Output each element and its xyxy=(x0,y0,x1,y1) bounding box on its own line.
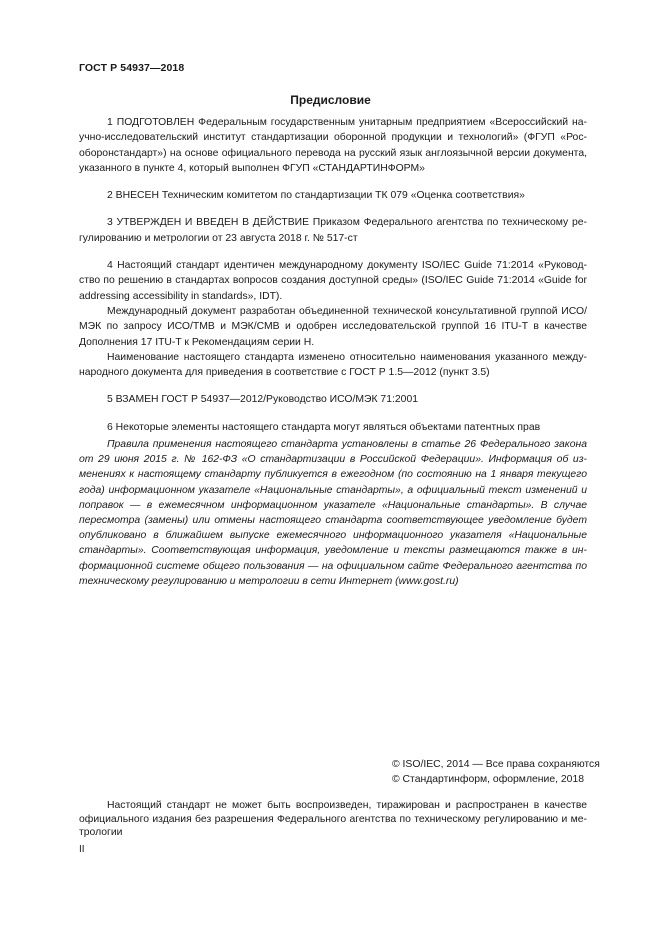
copyright-standartinform: © Стандартинформ, оформление, 2018 xyxy=(392,774,585,786)
preface-item-4-paragraph-3: Наименование настоящего стандарта изменено относительно наименования указанного международного документа для приведения в соответствие с ГОСТ Р 1.5—2012 (пункт 3.5) xyxy=(79,351,587,379)
reproduction-restriction: Настоящий стандарт не может быть воспроизведен, тиражирован и распространен в качестве официального издания без разрешения Федерального агентства по техническому регулированию и метрологии xyxy=(79,800,587,839)
page-number: II xyxy=(79,844,85,855)
page-title: Предисловие xyxy=(290,93,371,107)
document-code: ГОСТ Р 54937—2018 xyxy=(79,62,185,74)
copyright-iso: © ISO/IEC, 2014 — Все права сохраняются xyxy=(392,759,600,770)
preface-item-3: 3 УТВЕРЖДЕН И ВВЕДЕН В ДЕЙСТВИЕ Приказом Федерального агентства по техническому регулированию и метрологии от 23 августа 2018 г. № 517-ст xyxy=(79,217,587,244)
preface-item-4: 4 Настоящий стандарт идентичен международному документу ISO/IEC Guide 71:2014 «Руководство по решению в стандартах вопросов создания доступной среды» (ISO/IEC Guide 71:2014 «Guide for addressing accessibility in standards», IDT). xyxy=(79,260,587,302)
preface-item-2: 2 ВНЕСЕН Техническим комитетом по стандартизации ТК 079 «Оценка соответствия» xyxy=(107,190,525,202)
preface-body xyxy=(79,115,587,436)
preface-item-6: 6 Некоторые элементы настоящего стандарта могут являться объектами патентных прав xyxy=(107,422,541,434)
application-rules-notice: Правила применения настоящего стандарта установлены в статье 26 Федерального закона от 29 июня 2015 г. № 162-ФЗ «О стандартизации в Российской Федерации». Информация об изменениях к настоящему стандарту публикуется в ежегодном (по состоянию на 1 января текущего года) информационном указателе «Национальные стандарты», а официальный текст изменений и поправок — в ежемесячном информационном указателе «Национальные стандарты». В случае пересмотра (замены) или отмены настоящего стандарта соответствующее уведомление будет опубликовано в ближайшем выпуске ежемесячного информационного указателя «Национальные стандарты». Соответствующая информация, уведомление и тексты размещаются также в информационной системе общего пользования — на официальном сайте Федерального агентства по техническому регулированию и метрологии в сети Интернет (www.gost.ru) xyxy=(79,439,587,587)
copyright-block xyxy=(392,757,600,787)
preface-item-1: 1 ПОДГОТОВЛЕН Федеральным государственным унитарным предприятием «Всероссийский научно-исследовательский институт стандартизации оборонной продукции и технологий» (ФГУП «Рособоронстандарт») на основе официального перевода на русский язык англоязычной версии документа, указанного в пункте 4, который выполнен ФГУП «СТАНДАРТИНФОРМ» xyxy=(79,117,587,174)
preface-item-5: 5 ВЗАМЕН ГОСТ Р 54937—2012/Руководство ИСО/МЭК 71:2001 xyxy=(107,394,418,406)
preface-item-4-paragraph-2: Международный документ разработан объединенной технической консультативной группой ИСО/МЭК по запросу ИСО/ТМВ и МЭК/СМВ и одобрен исследовательской группой 16 ITU-T в качестве Дополнения 17 ITU-T к Рекомендациям серии Н. xyxy=(79,305,587,348)
